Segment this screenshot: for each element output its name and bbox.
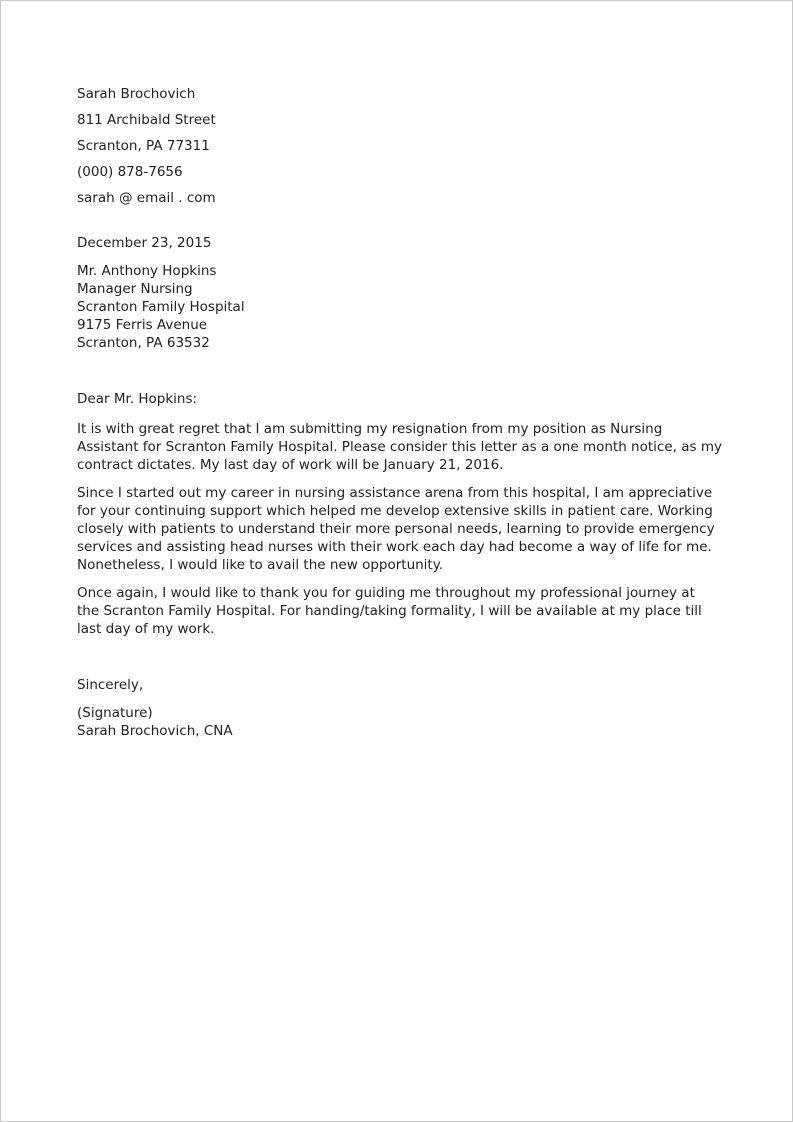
recipient-organization: Scranton Family Hospital [77, 299, 245, 315]
signature-placeholder: (Signature) [77, 705, 153, 721]
paragraph-line: contract dictates. My last day of work will be January 21, 2016. [77, 457, 504, 473]
paragraph-line: Since I started out my career in nursing assistance arena from this hospital, I am appreciative [77, 485, 713, 501]
paragraph-line: last day of my work. [77, 621, 215, 637]
letter-date: December 23, 2015 [77, 235, 212, 251]
recipient-city: Scranton, PA 63532 [77, 335, 210, 351]
sender-email: sarah @ email . com [77, 190, 216, 206]
recipient-street: 9175 Ferris Avenue [77, 317, 208, 333]
salutation: Dear Mr. Hopkins: [77, 391, 198, 407]
body-paragraph-1 [77, 420, 727, 474]
sender-street: 811 Archibald Street [77, 112, 216, 128]
paragraph-line: It is with great regret that I am submitting my resignation from my position as Nursing [77, 421, 663, 437]
paragraph-line: closely with patients to understand their more personal needs, learning to provide emergency [77, 521, 715, 537]
recipient-name: Mr. Anthony Hopkins [77, 263, 217, 279]
sender-phone: (000) 878-7656 [77, 164, 183, 180]
signature-name: Sarah Brochovich, CNA [77, 723, 233, 739]
paragraph-line: Once again, I would like to thank you for guiding me throughout my professional journey at [77, 585, 695, 601]
paragraph-line: for your continuing support which helped me develop extensive skills in patient care. Working [77, 503, 713, 519]
sender-city: Scranton, PA 77311 [77, 138, 210, 154]
body-paragraph-3 [77, 584, 727, 638]
recipient-title: Manager Nursing [77, 281, 193, 297]
paragraph-line: services and assisting head nurses with their work each day had become a way of life for me. [77, 539, 712, 555]
paragraph-line: Nonetheless, I would like to avail the new opportunity. [77, 557, 444, 573]
paragraph-line: Assistant for Scranton Family Hospital. Please consider this letter as a one month notice, as my [77, 439, 722, 455]
sender-name: Sarah Brochovich [77, 86, 196, 102]
body-paragraph-2 [77, 484, 727, 574]
paragraph-line: the Scranton Family Hospital. For handing/taking formality, I will be available at my place till [77, 603, 702, 619]
closing: Sincerely, [77, 677, 144, 693]
